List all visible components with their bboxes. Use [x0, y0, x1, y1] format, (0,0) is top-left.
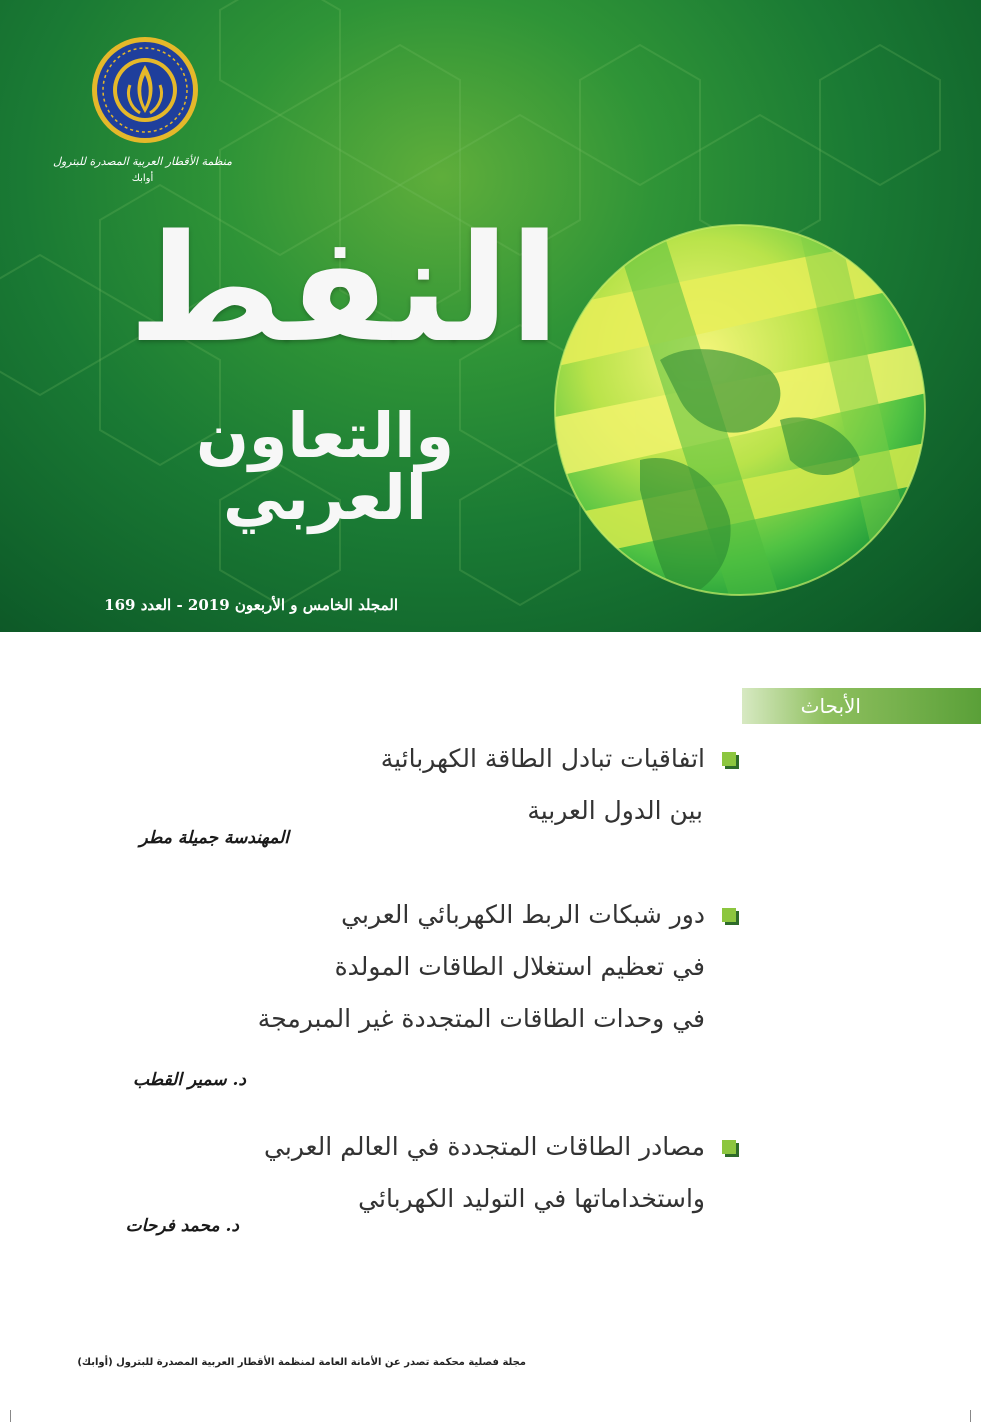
- article-title-line[interactable]: في تعظيم استغلال الطاقات المولدة: [334, 952, 705, 981]
- crop-mark: [10, 1410, 11, 1422]
- article-author: د. محمد فرحات: [125, 1216, 239, 1236]
- issue-info: المجلد الخامس و الأربعون 2019 - العدد 169: [104, 596, 398, 614]
- section-header: [742, 688, 981, 724]
- journal-title: النفط: [128, 203, 560, 375]
- article-author: المهندسة جميلة مطر: [139, 828, 289, 848]
- crop-mark: [970, 1410, 971, 1422]
- bullet-icon: [722, 908, 736, 922]
- bullet-icon: [722, 1140, 736, 1154]
- article-author: د. سمير القطب: [132, 1070, 246, 1090]
- article-title-line[interactable]: في وحدات الطاقات المتجددة غير المبرمجة: [257, 1004, 705, 1033]
- organization-abbreviation: أوابك: [131, 173, 154, 184]
- oapec-logo: [90, 35, 200, 145]
- article-title-line[interactable]: اتفاقيات تبادل الطاقة الكهربائية: [380, 744, 705, 773]
- cover-banner: [0, 0, 981, 632]
- article-title-line[interactable]: دور شبكات الربط الكهربائي العربي: [341, 900, 705, 929]
- organization-name: منظمة الأقطار العربية المصدرة للبترول: [53, 155, 232, 168]
- section-label: الأبحاث: [800, 694, 861, 718]
- footer-note: مجلة فصلية محكمة تصدر عن الأمانة العامة لمنظمة الأقطار العربية المصدرة للبترول (أوابك): [77, 1357, 526, 1368]
- article-title-line[interactable]: مصادر الطاقات المتجددة في العالم العربي: [264, 1132, 705, 1161]
- article-title-line[interactable]: بين الدول العربية: [527, 796, 703, 825]
- journal-subtitle: والتعاون العربي: [195, 399, 455, 534]
- article-title-line[interactable]: واستخداماتها في التوليد الكهربائي: [358, 1184, 705, 1213]
- globe-icon: [540, 190, 940, 630]
- bullet-icon: [722, 752, 736, 766]
